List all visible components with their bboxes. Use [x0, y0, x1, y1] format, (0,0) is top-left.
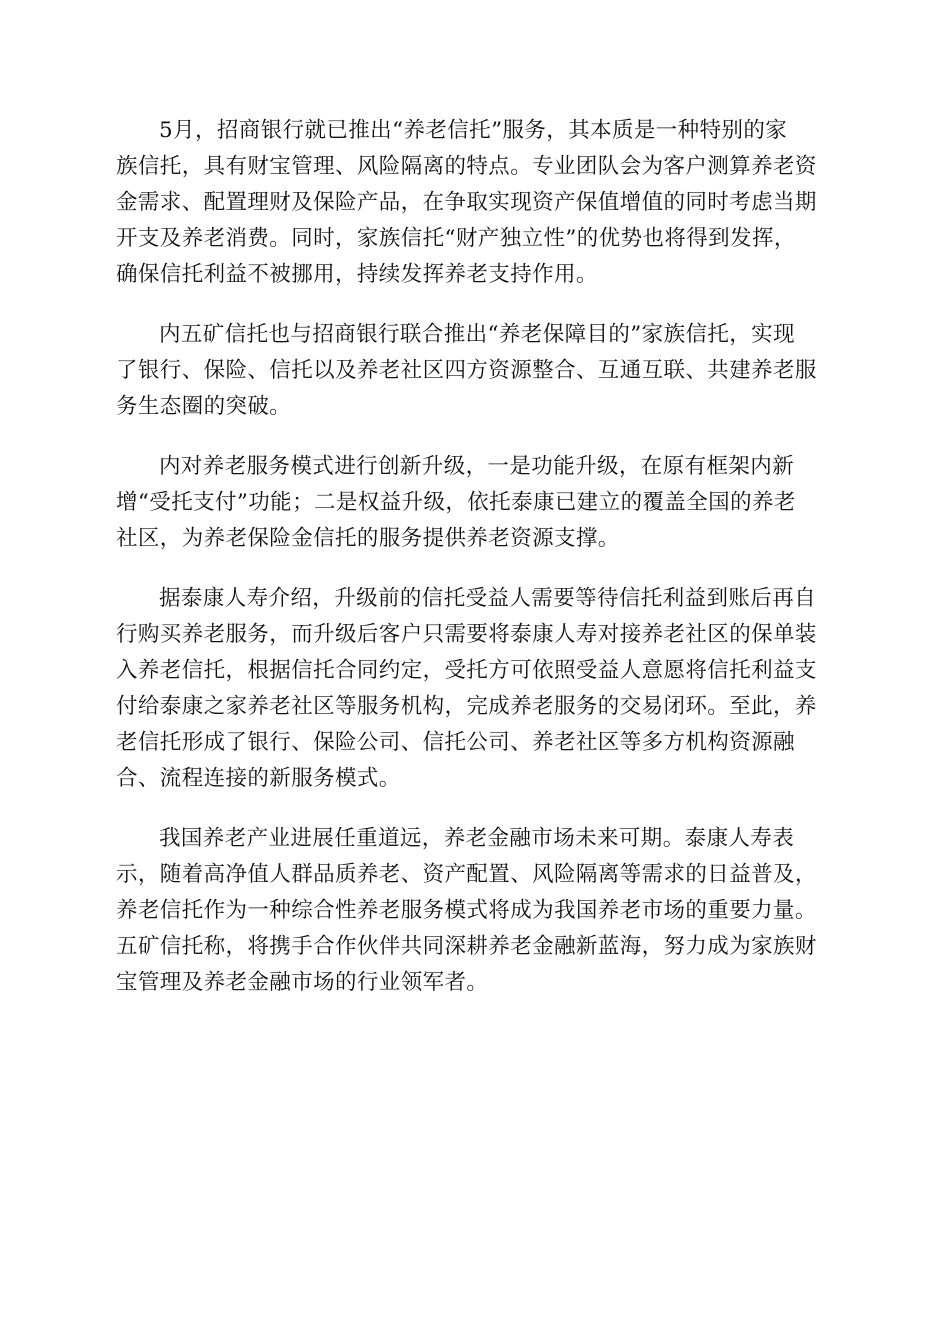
paragraph-line: 五矿信托称，将携手合作伙伴共同深耕养老金融新蓝海，努力成为家族财	[116, 934, 817, 959]
paragraph-line: 内对养老服务模式进行创新升级，一是功能升级，在原有框架内新	[159, 454, 795, 479]
paragraph-line: 老信托形成了银行、保险公司、信托公司、养老社区等多方机构资源融	[116, 730, 795, 755]
paragraph-line: 务生态圈的突破。	[116, 394, 292, 419]
paragraph-4	[116, 581, 832, 797]
document-body	[116, 113, 832, 1025]
paragraph-1	[116, 113, 832, 293]
paragraph-5	[116, 821, 832, 1001]
paragraph-line: 养老信托作为一种综合性养老服务模式将成为我国养老市场的重要力量。	[116, 898, 817, 923]
paragraph-line: 增“受托支付”功能；二是权益升级，依托泰康已建立的覆盖全国的养老	[116, 490, 796, 515]
paragraph-line: 入养老信托，根据信托合同约定，受托方可依照受益人意愿将信托利益支	[116, 658, 817, 683]
paragraph-line: 宝管理及养老金融市场的行业领军者。	[116, 970, 489, 995]
paragraph-line: 示，随着高净值人群品质养老、资产配置、风险隔离等需求的日益普及，	[116, 862, 817, 887]
paragraph-line: 族信托，具有财宝管理、风险隔离的特点。专业团队会为客户测算养老资	[116, 154, 817, 179]
paragraph-line: 5月，招商银行就已推出“养老信托”服务，其本质是一种特别的家	[159, 118, 788, 143]
paragraph-line: 合、流程连接的新服务模式。	[116, 766, 401, 791]
paragraph-2	[116, 317, 832, 425]
paragraph-line: 据泰康人寿介绍，升级前的信托受益人需要等待信托利益到账后再自	[159, 586, 817, 611]
paragraph-line: 社区，为养老保险金信托的服务提供养老资源支撑。	[116, 526, 620, 551]
paragraph-line: 付给泰康之家养老社区等服务机构，完成养老服务的交易闭环。至此，养	[116, 694, 817, 719]
paragraph-line: 我国养老产业进展任重道远，养老金融市场未来可期。泰康人寿表	[159, 826, 795, 851]
paragraph-line: 金需求、配置理财及保险产品，在争取实现资产保值增值的同时考虑当期	[116, 190, 817, 215]
paragraph-3	[116, 449, 832, 557]
paragraph-line: 行购买养老服务，而升级后客户只需要将泰康人寿对接养老社区的保单装	[116, 622, 817, 647]
paragraph-line: 开支及养老消费。同时，家族信托“财产独立性”的优势也将得到发挥，	[116, 226, 796, 251]
paragraph-line: 了银行、保险、信托以及养老社区四方资源整合、互通互联、共建养老服	[116, 358, 817, 383]
paragraph-line: 内五矿信托也与招商银行联合推出“养老保障目的”家族信托，实现	[159, 322, 795, 347]
paragraph-line: 确保信托利益不被挪用，持续发挥养老支持作用。	[116, 262, 598, 287]
